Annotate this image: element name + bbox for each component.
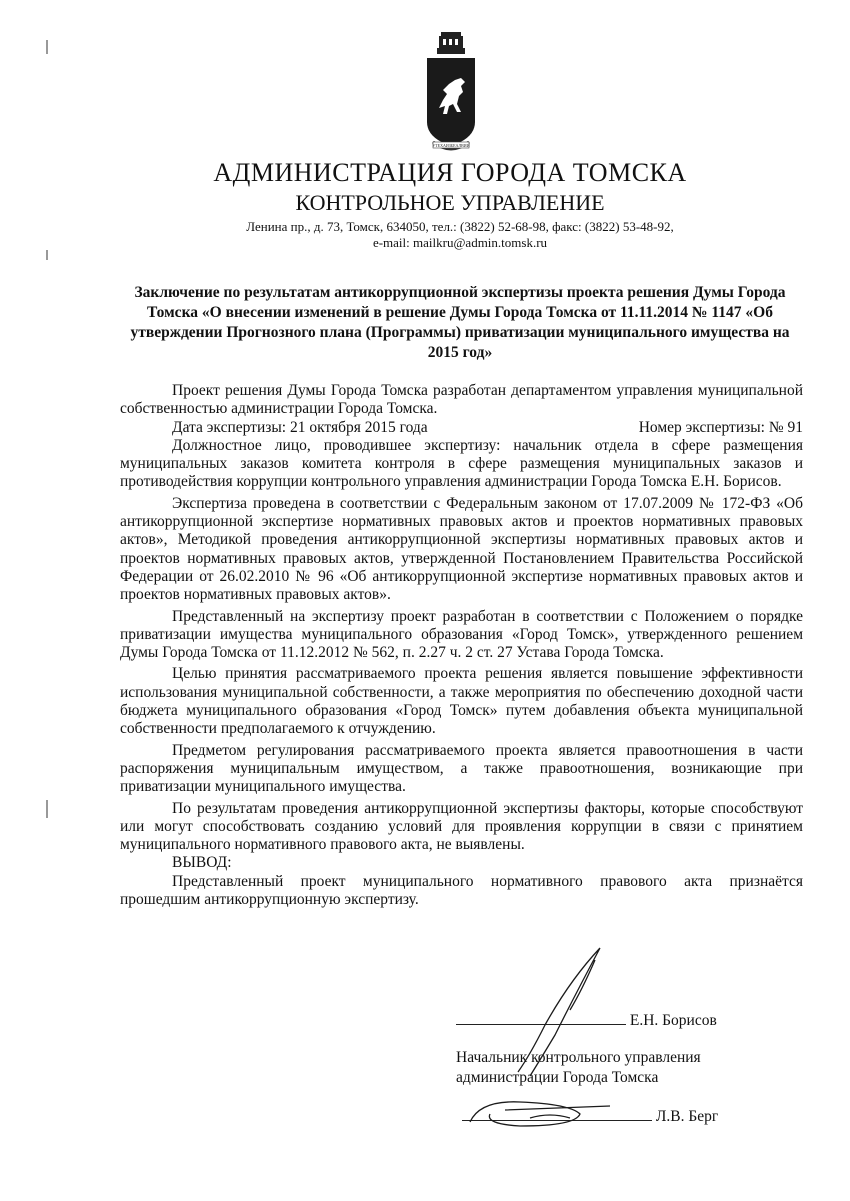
- paragraph-official: Должностное лицо, проводившее экспертизу: начальник отдела в сфере размещения муниципальных заказов комитета контроля в сфере размещения муниципальных заказов и противодействия коррупции контрольного управления администрации Города Томска Е.Н. Борисов.: [120, 436, 803, 491]
- address-line-1: Ленина пр., д. 73, Томск, 634050, тел.: (3822) 52-68-98, факс: (3822) 53-48-92,: [246, 219, 674, 234]
- scan-edge-mark: [46, 40, 48, 54]
- expertise-number: Номер экспертизы: № 91: [638, 418, 803, 436]
- paragraph-law: Экспертиза проведена в соответствии с Федеральным законом от 17.07.2009 № 172-ФЗ «Об антикоррупционной экспертизе нормативных правовых актов и проектов нормативных правовых актов», Методикой проведения антикоррупционной экспертизы нормативных правовых актов и проектов нормативных правовых актов, утвержденной Постановлением Правительства Российской Федерации от 26.02.2010 № 96 «Об антикоррупционной экспертизе нормативных правовых актов и проектов нормативных правовых актов».: [120, 494, 803, 604]
- scan-edge-mark: [46, 800, 48, 818]
- paragraph-basis: Представленный на экспертизу проект разработан в соответствии с Положением о порядке приватизации имущества муниципального образования «Город Томск», утвержденного решением Думы Города Томска от 11.12.2012 № 562, п. 2.27 ч. 2 ст. 27 Устава Города Томска.: [120, 607, 803, 662]
- scan-edge-mark: [46, 250, 48, 260]
- tomsk-coat-of-arms-icon: [419, 30, 483, 158]
- org-title: АДМИНИСТРАЦИЯ ГОРОДА ТОМСКА: [213, 158, 687, 187]
- expertise-date: Дата экспертизы: 21 октября 2015 года: [172, 418, 428, 436]
- document-title: Заключение по результатам антикоррупционной экспертизы проекта решения Думы Города Томска «О внесении изменений в решение Думы Города Томска от 11.11.2014 № 1147 «Об утверждении Прогнозного плана (Программы) приватизации муниципального имущества на 2015 год»: [130, 284, 790, 361]
- conclusion-label: ВЫВОД:: [172, 854, 232, 872]
- org-subtitle: КОНТРОЛЬНОЕ УПРАВЛЕНИЕ: [295, 190, 605, 215]
- paragraph-results: По результатам проведения антикоррупционной экспертизы факторы, которые способствуют или могут способствовать созданию условий для проявления коррупции в связи с принятием муниципального нормативного правового акта, не выявлены.: [120, 799, 803, 854]
- paragraph-developer: Проект решения Думы Города Томска разработан департаментом управления муниципальной собственностью администрации Города Томска.: [120, 382, 803, 418]
- document-body: [120, 382, 803, 909]
- expert-handwritten-signature: [500, 940, 620, 1080]
- address-line-2: e-mail: mailkru@admin.tomsk.ru: [372, 235, 548, 250]
- expertise-meta-row: [120, 419, 803, 437]
- head-handwritten-signature: [460, 1092, 660, 1137]
- paragraph-goal: Целью принятия рассматриваемого проекта решения является повышение эффективности использования муниципальной собственности, а также мероприятия по обеспечению доходной части бюджета муниципального образования «Город Томск» путем добавления объекта муниципальной собственности предполагаемого к отчуждению.: [120, 665, 803, 738]
- paragraph-conclusion: Представленный проект муниципального нормативного правового акта признаётся прошедшим антикоррупционную экспертизу.: [120, 872, 803, 909]
- paragraph-subject: Предметом регулирования рассматриваемого проекта является правоотношения в части распоряжения муниципальным имуществом, а также правоотношения, возникающие при приватизации муниципального имущества.: [120, 741, 803, 796]
- head-title-line-1: Начальник контрольного управления: [456, 1049, 701, 1066]
- crest-motto: УТЕХАИЗБЕАЛВИИ: [432, 143, 470, 148]
- head-title-line-2: администрации Города Томска: [456, 1069, 659, 1086]
- expert-name: Е.Н. Борисов: [629, 1012, 717, 1029]
- head-name: Л.В. Берг: [655, 1108, 719, 1125]
